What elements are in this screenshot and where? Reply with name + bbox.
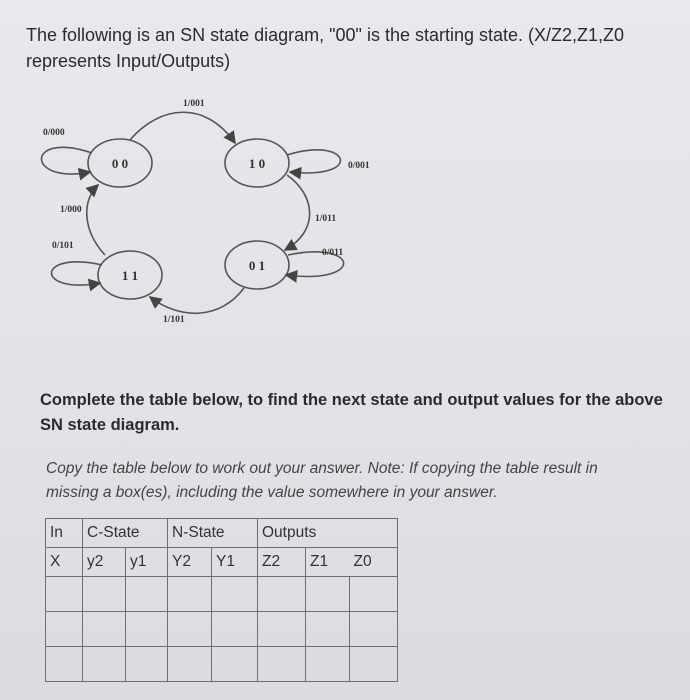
table-cell[interactable] bbox=[168, 612, 212, 647]
task-heading bbox=[40, 388, 690, 438]
note-line-1: Copy the table below to work out your answer. Note: If copying the table result in bbox=[46, 460, 598, 477]
group-current-state: C-State bbox=[83, 519, 168, 548]
state-diagram bbox=[30, 95, 390, 330]
col-y2: y2 bbox=[83, 548, 126, 577]
table-cell[interactable] bbox=[83, 612, 126, 647]
table-cell[interactable] bbox=[46, 612, 83, 647]
state-00-label: 0 0 bbox=[111, 156, 129, 171]
table-cell[interactable] bbox=[350, 577, 398, 612]
loop-11 bbox=[51, 262, 102, 285]
table-cell[interactable] bbox=[46, 577, 83, 612]
table-cell[interactable] bbox=[168, 647, 212, 682]
table-cell[interactable] bbox=[168, 577, 212, 612]
table-cell[interactable] bbox=[306, 612, 350, 647]
group-next-state: N-State bbox=[168, 519, 258, 548]
table-cell[interactable] bbox=[83, 577, 126, 612]
transition-label-00-10: 1/001 bbox=[183, 99, 205, 109]
state-01-label: 0 1 bbox=[248, 258, 266, 273]
table-group-header-row bbox=[46, 519, 398, 548]
col-y1: y1 bbox=[126, 548, 168, 577]
table-cell[interactable] bbox=[306, 647, 350, 682]
transition-label-11-self: 0/101 bbox=[52, 241, 74, 251]
table-cell[interactable] bbox=[83, 647, 126, 682]
instruction-note bbox=[46, 457, 686, 505]
state-11-label: 1 1 bbox=[121, 268, 139, 283]
loop-10 bbox=[287, 150, 340, 173]
table-cell[interactable] bbox=[212, 647, 258, 682]
table-cell[interactable] bbox=[258, 612, 306, 647]
question-line-1: The following is an SN state diagram, "00" is the starting state. (X/Z2,Z1,Z0 bbox=[26, 25, 625, 45]
table-cell[interactable] bbox=[350, 647, 398, 682]
table-cell[interactable] bbox=[126, 577, 168, 612]
transition-label-01-11: 1/101 bbox=[163, 315, 185, 325]
col-z1: Z1 bbox=[306, 548, 350, 577]
state-10-label: 1 0 bbox=[248, 156, 266, 171]
col-z0: Z0 bbox=[350, 548, 398, 577]
table-cell[interactable] bbox=[46, 647, 83, 682]
transition-label-00-self: 0/000 bbox=[43, 128, 65, 138]
arrow-11-to-00 bbox=[87, 185, 105, 255]
arrow-00-to-10 bbox=[130, 112, 235, 143]
table-cell[interactable] bbox=[126, 612, 168, 647]
table-cell[interactable] bbox=[258, 577, 306, 612]
table-column-header-row bbox=[46, 548, 398, 577]
table-cell[interactable] bbox=[350, 612, 398, 647]
transition-label-10-self: 0/001 bbox=[348, 161, 370, 171]
group-in: In bbox=[46, 519, 83, 548]
col-Y1: Y1 bbox=[212, 548, 258, 577]
table-cell[interactable] bbox=[306, 577, 350, 612]
arrow-01-to-11 bbox=[150, 288, 244, 313]
task-line-2: SN state diagram. bbox=[40, 416, 180, 434]
note-line-2: missing a box(es), including the value somewhere in your answer. bbox=[46, 484, 498, 501]
transition-label-11-00: 1/000 bbox=[60, 205, 82, 215]
table-row bbox=[46, 577, 398, 612]
answer-table bbox=[45, 518, 398, 682]
table-row bbox=[46, 612, 398, 647]
table-cell[interactable] bbox=[258, 647, 306, 682]
table-row bbox=[46, 647, 398, 682]
transition-label-10-01: 1/011 bbox=[315, 214, 337, 224]
col-x: X bbox=[46, 548, 83, 577]
question-text bbox=[26, 22, 666, 74]
task-line-1: Complete the table below, to find the next state and output values for the above bbox=[40, 391, 663, 409]
col-z2: Z2 bbox=[258, 548, 306, 577]
table-cell[interactable] bbox=[212, 577, 258, 612]
arrow-10-to-01 bbox=[285, 175, 310, 250]
question-line-2: represents Input/Outputs) bbox=[26, 51, 231, 71]
loop-00 bbox=[41, 147, 92, 174]
transition-label-01-self: 0/011 bbox=[322, 248, 344, 258]
table-cell[interactable] bbox=[212, 612, 258, 647]
col-Y2: Y2 bbox=[168, 548, 212, 577]
table-cell[interactable] bbox=[126, 647, 168, 682]
group-outputs: Outputs bbox=[258, 519, 398, 548]
